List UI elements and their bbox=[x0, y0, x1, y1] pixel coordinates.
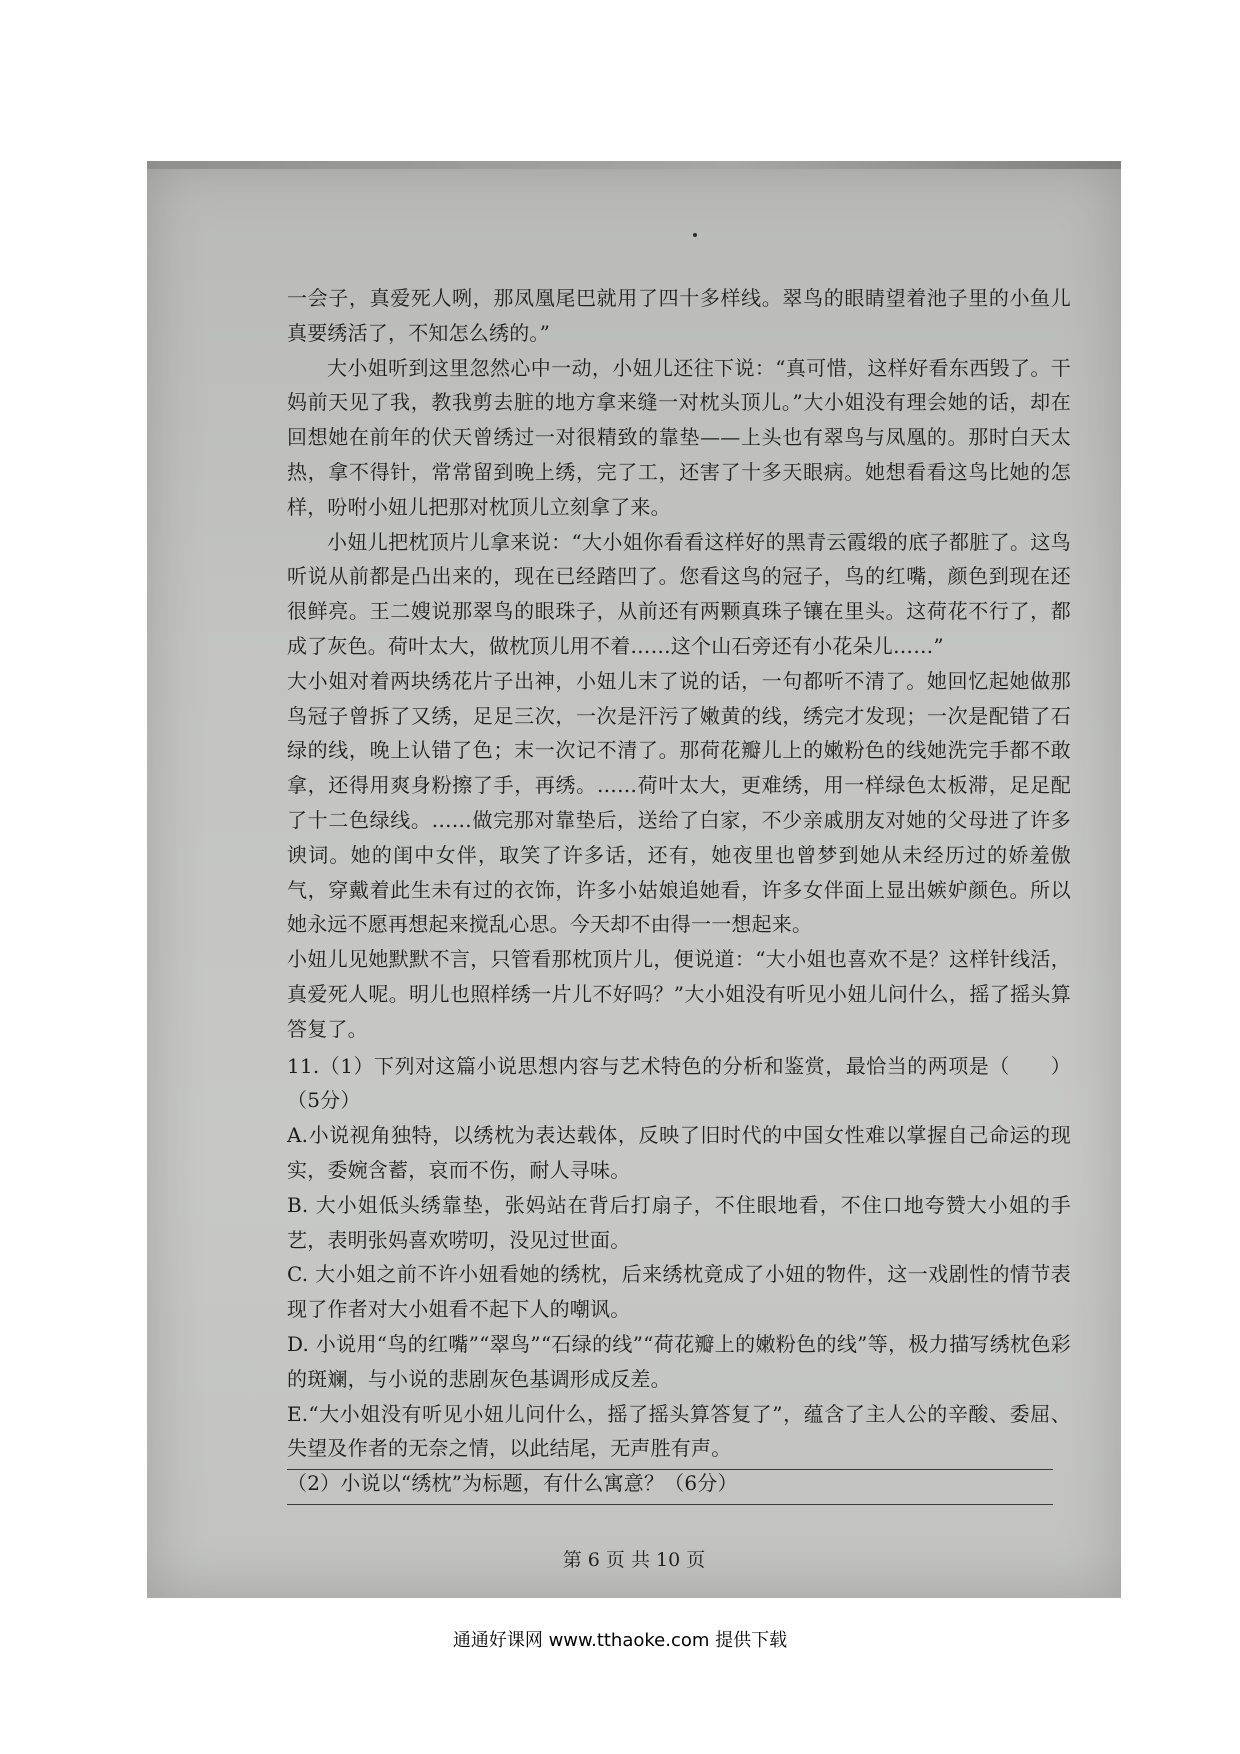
option-d: D. 小说用“鸟的红嘴”“翠鸟”“石绿的线”“荷花瓣上的嫩粉色的线”等，极力描写绣枕色彩的斑斓，与小说的悲剧灰色基调形成反差。 bbox=[287, 1331, 1071, 1391]
passage-paragraph-3: 小妞儿把枕顶片儿拿来说：“大小姐你看看这样好的黑青云霞缎的底子都脏了。这鸟听说从前都是凸出来的，现在已经踏凹了。您看这鸟的冠子，鸟的红嘴，颜色到现在还很鲜亮。王二嫂说那翠鸟的眼珠子，从前还有两颗真珠子镶在里头。这荷花不行了，都成了灰色。荷叶太大，做枕顶儿用不着……这个山石旁还有小花朵儿……” bbox=[287, 529, 1071, 658]
dust-speck bbox=[693, 233, 697, 237]
scanned-page-photo bbox=[147, 161, 1121, 1598]
question-11-1: 11.（1）下列对这篇小说思想内容与艺术特色的分析和鉴赏，最恰当的两项是（ ）（5分） bbox=[287, 1053, 1071, 1113]
passage-paragraph-2: 大小姐听到这里忽然心中一动，小妞儿还往下说：“真可惜，这样好看东西毁了。干妈前天见了我，教我剪去脏的地方拿来缝一对枕头顶儿。”大小姐没有理会她的话，却在回想她在前年的伏天曾绣过一对很精致的靠垫——上头也有翠鸟与凤凰的。那时白天太热，拿不得针，常常留到晚上绣，完了工，还害了十多天眼病。她想看看这鸟比她的怎样，吩咐小妞儿把那对枕顶儿立刻拿了来。 bbox=[287, 355, 1071, 519]
photo-edge bbox=[147, 161, 1121, 169]
passage-paragraph-5: 小妞儿见她默默不言，只管看那枕顶片儿，便说道：“大小姐也喜欢不是？这样针线活，真爱死人呢。明儿也照样绣一片儿不好吗？”大小姐没有听见小妞儿问什么，摇了摇头算答复了。 bbox=[287, 947, 1071, 1041]
option-c: C. 大小姐之前不许小妞看她的绣枕，后来绣枕竟成了小妞的物件，这一戏剧性的情节表现了作者对大小姐看不起下人的嘲讽。 bbox=[287, 1262, 1071, 1322]
option-a: A.小说视角独特，以绣枕为表达载体，反映了旧时代的中国女性难以掌握自己命运的现实，委婉含蓄，哀而不伤，耐人寻味。 bbox=[287, 1123, 1071, 1182]
page-number: 第 6 页 共 10 页 bbox=[562, 1549, 706, 1571]
option-b: B. 大小姐低头绣靠垫，张妈站在背后打扇子，不住眼地看，不住口地夸赞大小姐的手艺，表明张妈喜欢唠叨，没见过世面。 bbox=[287, 1192, 1071, 1252]
option-e: E.“大小姐没有听见小妞儿问什么，摇了摇头算答复了”，蕴含了主人公的辛酸、委屈、失望及作者的无奈之情，以此结尾，无声胜有声。 bbox=[287, 1401, 1071, 1461]
answer-line-1 bbox=[287, 1469, 1053, 1470]
answer-line-2 bbox=[287, 1504, 1053, 1505]
passage-paragraph-1: 一会子，真爱死人咧，那凤凰尾巴就用了四十多样线。翠鸟的眼睛望着池子里的小鱼儿真要绣活了，不知怎么绣的。” bbox=[287, 286, 1071, 345]
site-footer: 通通好课网 www.tthaoke.com 提供下载 bbox=[452, 1630, 788, 1651]
passage-paragraph-4: 大小姐对着两块绣花片子出神，小妞儿末了说的话，一句都听不清了。她回忆起她做那鸟冠子曾拆了又绣，足足三次，一次是汗污了嫩黄的线，绣完才发现；一次是配错了石绿的线，晚上认错了色；末一次记不清了。那荷花瓣儿上的嫩粉色的线她洗完手都不敢拿，还得用爽身粉擦了手，再绣。……荷叶太大，更难绣，用一样绿色太板滞，足足配了十二色绿线。……做完那对靠垫后，送给了白家，不少亲戚朋友对她的父母进了许多谀词。她的闺中女伴，取笑了许多话，还有，她夜里也曾梦到她从未经历过的娇羞傲气，穿戴着此生未有过的衣饰，许多小姑娘追她看，许多女伴面上显出嫉妒颜色。所以她永远不愿再想起来搅乱心思。今天却不由得一一想起来。 bbox=[287, 668, 1071, 937]
exam-text bbox=[287, 281, 1071, 1501]
question-11-2: （2）小说以“绣枕”为标题，有什么寓意？（6分） bbox=[287, 1471, 738, 1496]
